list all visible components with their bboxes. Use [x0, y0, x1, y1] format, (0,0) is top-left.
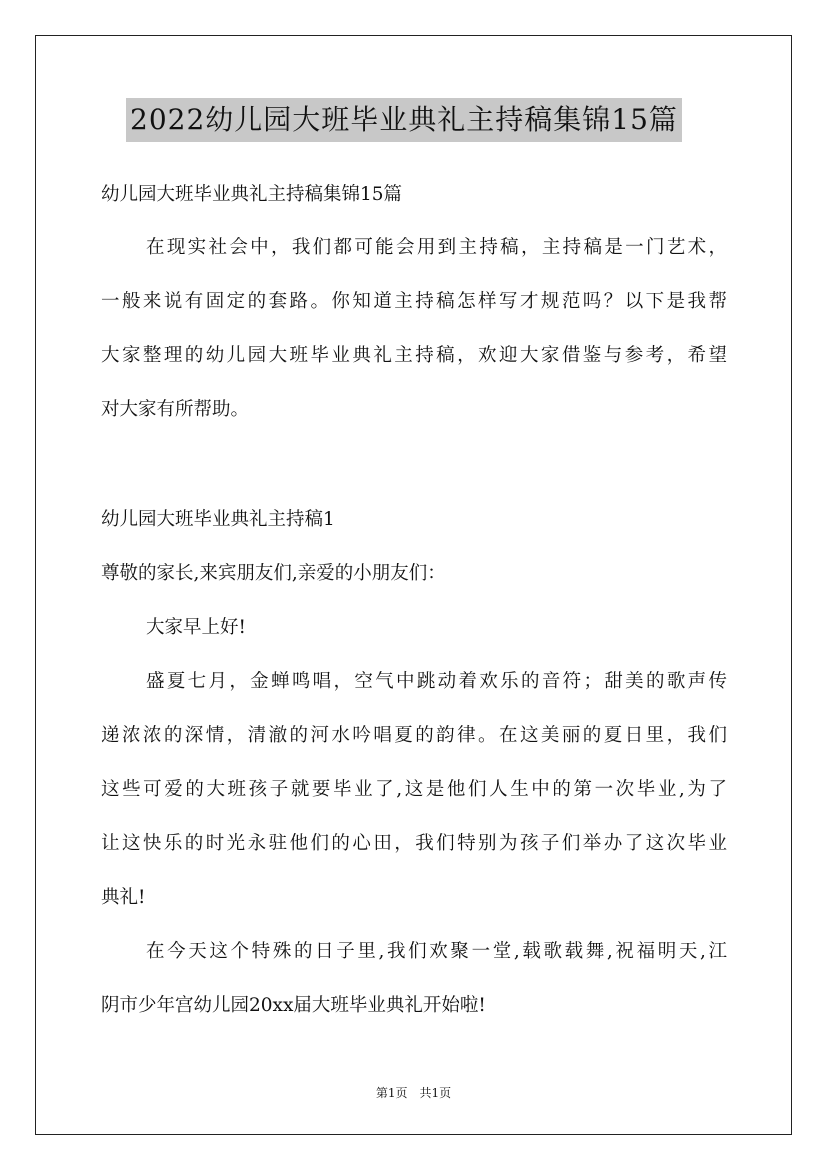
paragraph-line: 典礼! [101, 887, 146, 908]
paragraph-line: 递浓浓的深情，清澈的河水吟唱夏的韵律。在这美丽的夏日里，我们 [101, 725, 727, 746]
paragraph-line: 在今天这个特殊的日子里,我们欢聚一堂,载歌载舞,祝福明天,江 [146, 941, 727, 962]
paragraph-line: 阴市少年宫幼儿园20xx届大班毕业典礼开始啦! [101, 995, 486, 1016]
section-heading: 幼儿园大班毕业典礼主持稿1 [101, 509, 335, 530]
document-subtitle: 幼儿园大班毕业典礼主持稿集锦15篇 [101, 184, 403, 205]
page-number: 第1页 共1页 [375, 1086, 452, 1100]
intro-line: 大家整理的幼儿园大班毕业典礼主持稿，欢迎大家借鉴与参考，希望 [101, 345, 727, 366]
greeting: 大家早上好! [146, 617, 246, 638]
intro-line: 对大家有所帮助。 [101, 399, 250, 420]
document-title: 2022幼儿园大班毕业典礼主持稿集锦15篇 [126, 98, 682, 142]
paragraph-line: 这些可爱的大班孩子就要毕业了,这是他们人生中的第一次毕业,为了 [101, 779, 727, 800]
paragraph-line: 盛夏七月，金蝉鸣唱，空气中跳动着欢乐的音符；甜美的歌声传 [146, 671, 727, 692]
salutation: 尊敬的家长,来宾朋友们,亲爱的小朋友们： [101, 563, 446, 584]
intro-line: 在现实社会中，我们都可能会用到主持稿，主持稿是一门艺术， [146, 237, 727, 258]
intro-line: 一般来说有固定的套路。你知道主持稿怎样写才规范吗？以下是我帮 [101, 291, 727, 312]
paragraph-line: 让这快乐的时光永驻他们的心田，我们特别为孩子们举办了这次毕业 [101, 833, 727, 854]
